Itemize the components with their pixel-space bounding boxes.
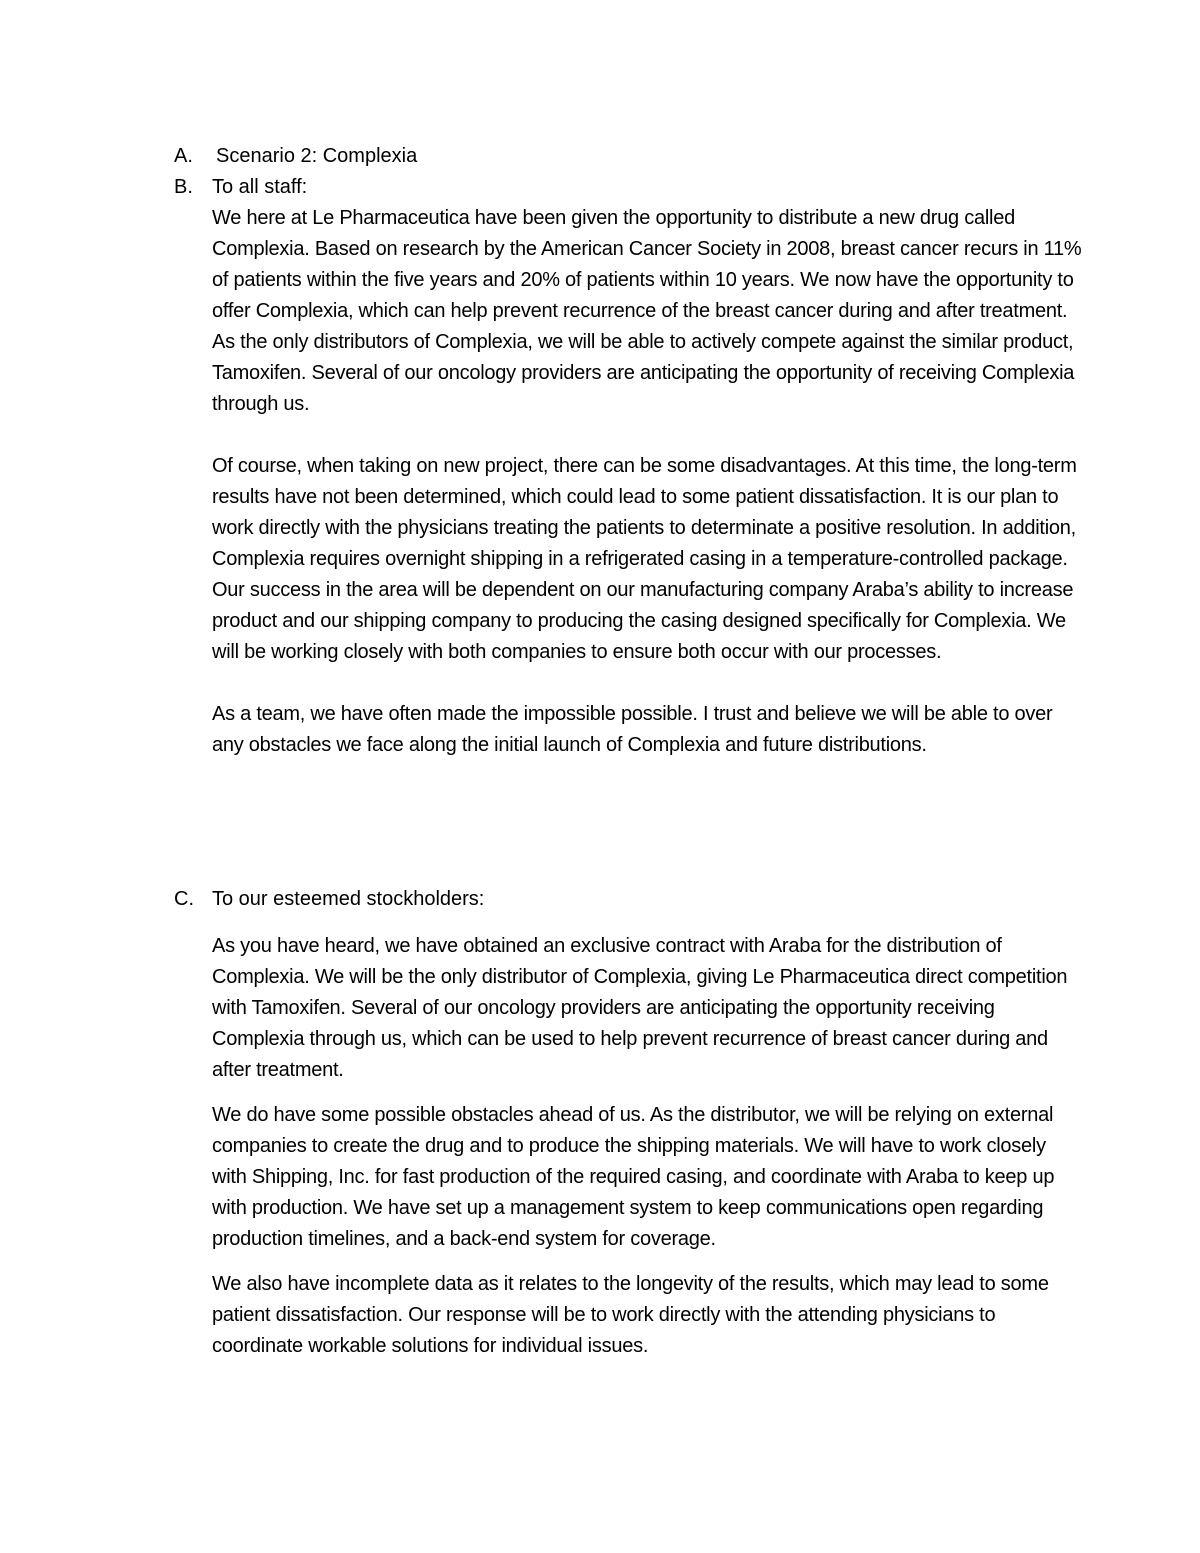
paragraph: We also have incomplete data as it relates to the longevity of the results, which may lead to some patient dissatisfaction. Our response will be to work directly with the attending physicians to coordinate workable solutions for individual issues.	[212, 1273, 1049, 1357]
paragraph: We do have some possible obstacles ahead of us. As the distributor, we will be relying on external companies to create the drug and to produce the shipping materials. We will have to work closely with Shipping, Inc. for fast production of the required casing, and coordinate with Araba to keep up with production. We have set up a management system to keep communications open regarding production timelines, and a back-end system for coverage.	[212, 1104, 1055, 1250]
staff-letter-body	[212, 203, 1082, 761]
list-marker: B.	[174, 176, 193, 198]
stockholders-heading: To our esteemed stockholders:	[212, 888, 485, 910]
paragraph: Of course, when taking on new project, there can be some disadvantages. At this time, the long-term results have not been determined, which could lead to some patient dissatisfaction. It is our plan to work directly with the physicians treating the patients to determinate a positive resolution. In addition, Complexia requires overnight shipping in a refrigerated casing in a temperature-controlled package. Our success in the area will be dependent on our manufacturing company Araba’s ability to increase product and our shipping company to producing the casing designed specifically for Complexia. We will be working closely with both companies to ensure both occur with our processes.	[212, 455, 1077, 663]
list-marker: C.	[174, 888, 194, 910]
paragraph: As a team, we have often made the impossible possible. I trust and believe we will be able to over any obstacles we face along the initial launch of Complexia and future distributions.	[212, 703, 1053, 756]
paragraph: We here at Le Pharmaceutica have been given the opportunity to distribute a new drug called Complexia. Based on research by the American Cancer Society in 2008, breast cancer recurs in 11% of patients within the five years and 20% of patients within 10 years. We now have the opportunity to offer Complexia, which can help prevent recurrence of the breast cancer during and after treatment. As the only distributors of Complexia, we will be able to actively compete against the similar product, Tamoxifen. Several of our oncology providers are anticipating the opportunity of receiving Complexia through us.	[212, 207, 1082, 415]
scenario-heading: Scenario 2: Complexia	[216, 145, 418, 167]
paragraph: As you have heard, we have obtained an exclusive contract with Araba for the distribution of Complexia. We will be the only distributor of Complexia, giving Le Pharmaceutica direct competition with Tamoxifen. Several of our oncology providers are anticipating the opportunity receiving Complexia through us, which can be used to help prevent recurrence of breast cancer during and after treatment.	[212, 935, 1068, 1081]
stockholders-letter-body	[212, 931, 1082, 1362]
list-marker: A.	[174, 145, 193, 167]
staff-heading: To all staff:	[212, 176, 308, 198]
